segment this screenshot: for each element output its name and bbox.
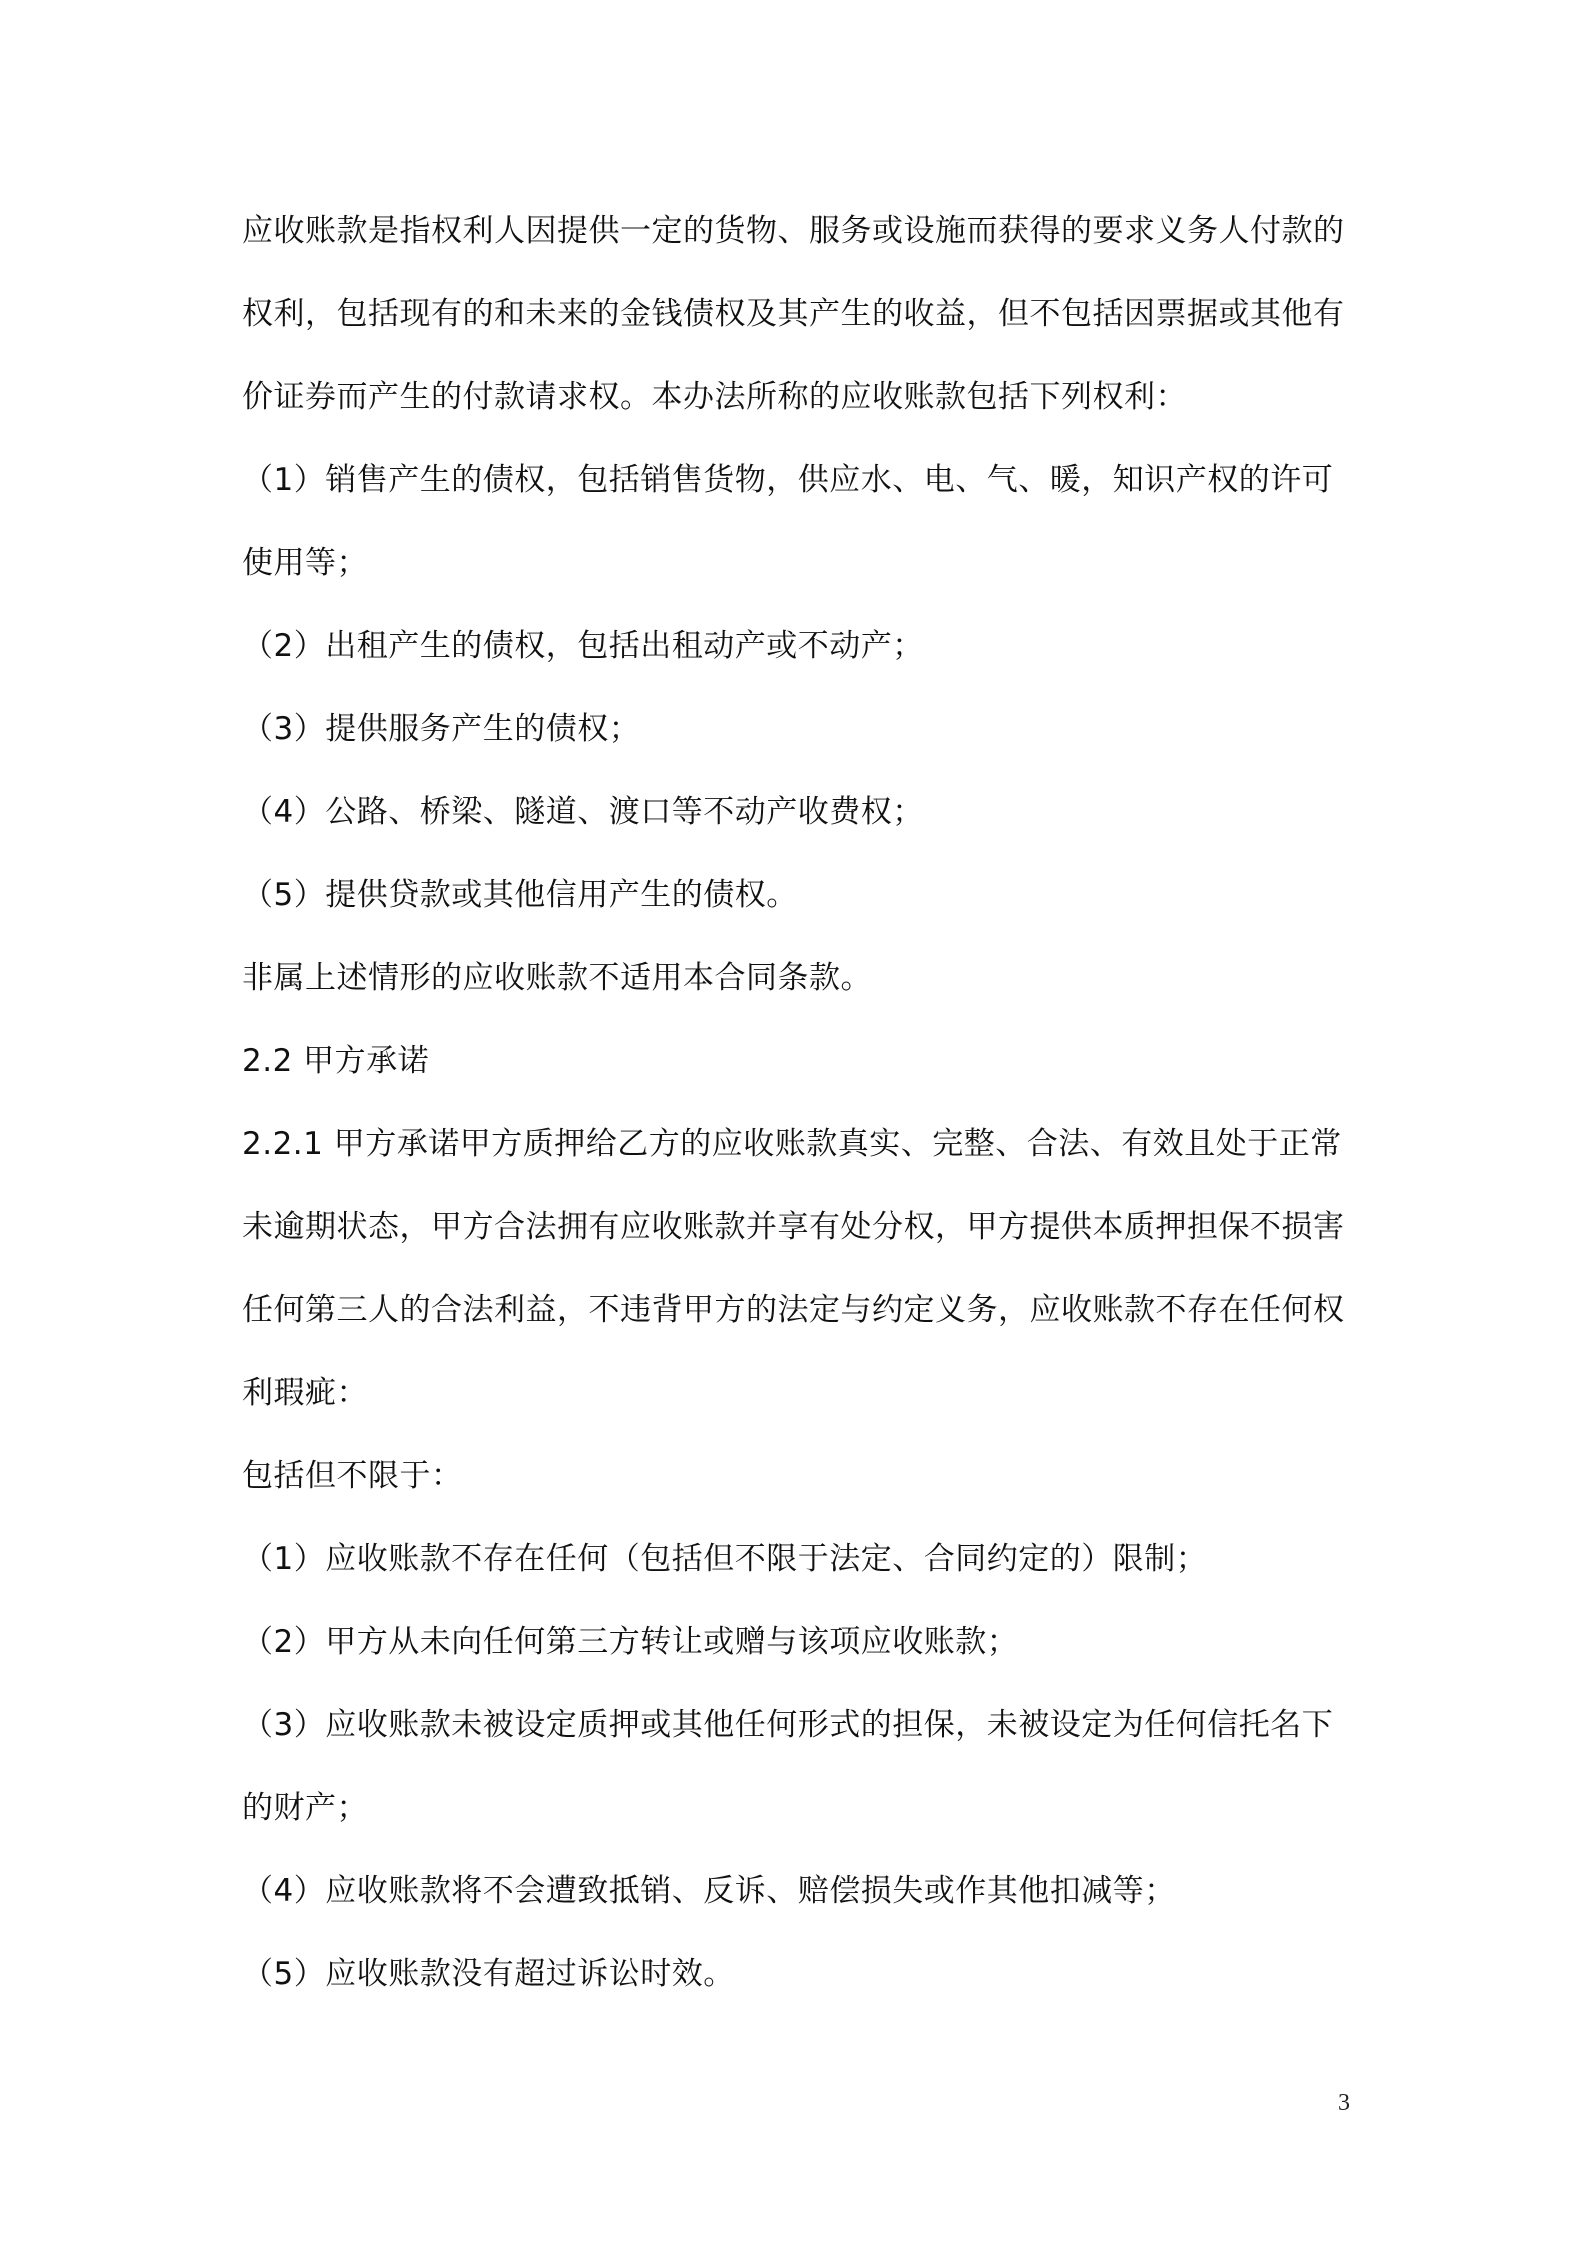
list-item-line: （4）公路、桥梁、隧道、渡口等不动产收费权；	[242, 794, 924, 830]
list-item-line: （3）应收账款未被设定质押或其他任何形式的担保，未被设定为任何信托名下	[242, 1707, 1334, 1743]
list-item-line: （5）应收账款没有超过诉讼时效。	[242, 1956, 735, 1992]
document-body	[242, 190, 1362, 2016]
clause-line: 利瑕疵：	[242, 1375, 368, 1411]
list-item-line: 的财产；	[242, 1790, 368, 1826]
clause-line: 2.2.1 甲方承诺甲方质押给乙方的应收账款真实、完整、合法、有效且处于正常	[242, 1126, 1342, 1162]
clause-line: 任何第三人的合法利益，不违背甲方的法定与约定义务，应收账款不存在任何权	[242, 1292, 1345, 1328]
paragraph-line: 非属上述情形的应收账款不适用本合同条款。	[242, 960, 872, 996]
paragraph-line: 包括但不限于：	[242, 1458, 463, 1494]
list-item-line: （1）应收账款不存在任何（包括但不限于法定、合同约定的）限制；	[242, 1541, 1208, 1577]
section-heading: 2.2 甲方承诺	[242, 1043, 430, 1079]
list-item-line: （4）应收账款将不会遭致抵销、反诉、赔偿损失或作其他扣减等；	[242, 1873, 1176, 1909]
paragraph-line: 权利，包括现有的和未来的金钱债权及其产生的收益，但不包括因票据或其他有	[242, 296, 1345, 332]
clause-line: 未逾期状态，甲方合法拥有应收账款并享有处分权，甲方提供本质押担保不损害	[242, 1209, 1345, 1245]
paragraph-line: 价证券而产生的付款请求权。本办法所称的应收账款包括下列权利：	[242, 379, 1187, 415]
paragraph-line: 应收账款是指权利人因提供一定的货物、服务或设施而获得的要求义务人付款的	[242, 213, 1345, 249]
list-item-line: （2）甲方从未向任何第三方转让或赠与该项应收账款；	[242, 1624, 1019, 1660]
list-item-line: （1）销售产生的债权，包括销售货物，供应水、电、气、暖，知识产权的许可	[242, 462, 1334, 498]
list-item-line: （3）提供服务产生的债权；	[242, 711, 641, 747]
list-item-line: 使用等；	[242, 545, 368, 581]
page-number: 3	[1338, 2090, 1350, 2116]
list-item-line: （2）出租产生的债权，包括出租动产或不动产；	[242, 628, 924, 664]
list-item-line: （5）提供贷款或其他信用产生的债权。	[242, 877, 798, 913]
